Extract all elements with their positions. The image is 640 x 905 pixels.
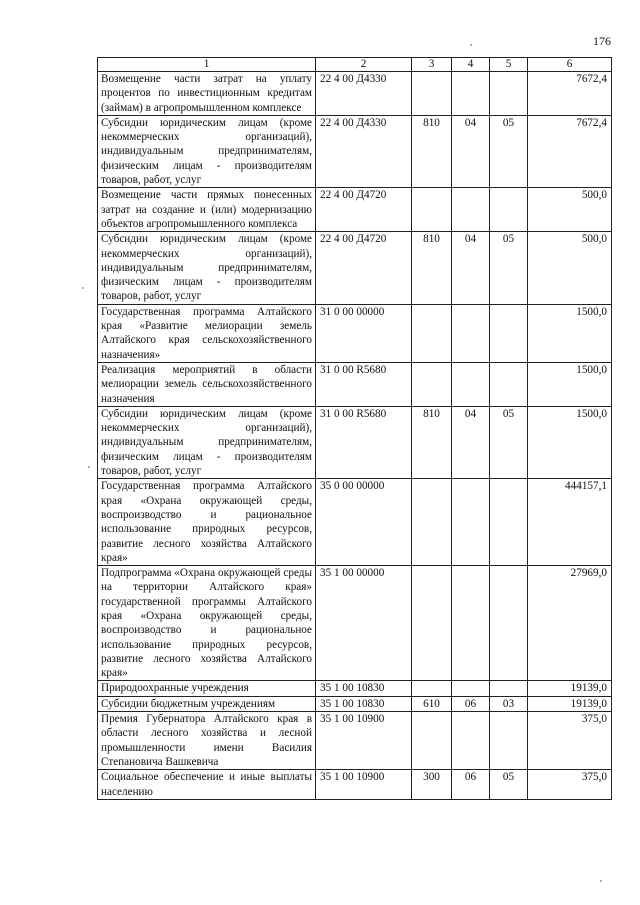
row-pr	[490, 712, 528, 770]
row-pr: 05	[490, 115, 528, 187]
row-pr: 05	[490, 406, 528, 478]
row-rz	[452, 304, 490, 362]
row-pr	[490, 304, 528, 362]
row-vr	[412, 188, 452, 232]
row-vr: 610	[412, 696, 452, 711]
row-amount: 27969,0	[528, 566, 612, 681]
table-row	[98, 406, 612, 478]
row-amount: 375,0	[528, 770, 612, 800]
scan-speck	[82, 287, 84, 289]
row-name: Возмещение части прямых понесенных затрат на создание и (или) модернизацию объектов агропромышленного комплекса	[98, 188, 316, 232]
row-vr	[412, 712, 452, 770]
row-amount: 1500,0	[528, 406, 612, 478]
header-col-1: 1	[98, 58, 316, 72]
table-row	[98, 362, 612, 406]
row-amount: 7672,4	[528, 115, 612, 187]
row-code: 22 4 00 Д4720	[316, 188, 412, 232]
table-row	[98, 188, 612, 232]
row-name: Субсидии юридическим лицам (кроме некоммерческих организаций), индивидуальным предпринимателям, физическим лицам - производителям товаров, работ, услуг	[98, 115, 316, 187]
row-rz	[452, 362, 490, 406]
header-col-6: 6	[528, 58, 612, 72]
row-vr	[412, 362, 452, 406]
scan-speck	[470, 44, 472, 46]
row-amount: 444157,1	[528, 479, 612, 566]
row-name: Социальное обеспечение и иные выплаты населению	[98, 770, 316, 800]
row-rz: 04	[452, 232, 490, 304]
scan-speck	[88, 466, 90, 468]
row-vr: 810	[412, 115, 452, 187]
row-code: 35 0 00 00000	[316, 479, 412, 566]
row-rz: 06	[452, 770, 490, 800]
row-amount: 19139,0	[528, 681, 612, 696]
row-code: 35 1 00 10830	[316, 681, 412, 696]
row-pr: 03	[490, 696, 528, 711]
row-name: Возмещение части затрат на уплату процентов по инвестиционным кредитам (займам) в агропромышленном комплексе	[98, 72, 316, 116]
row-amount: 1500,0	[528, 362, 612, 406]
row-rz	[452, 566, 490, 681]
table-row	[98, 232, 612, 304]
row-vr	[412, 304, 452, 362]
row-name: Субсидии юридическим лицам (кроме некоммерческих организаций), индивидуальным предпринимателям, физическим лицам - производителям товаров, работ, услуг	[98, 406, 316, 478]
row-code: 31 0 00 00000	[316, 304, 412, 362]
scan-speck	[600, 880, 602, 882]
header-col-5: 5	[490, 58, 528, 72]
row-vr	[412, 479, 452, 566]
header-col-2: 2	[316, 58, 412, 72]
row-code: 22 4 00 Д4330	[316, 115, 412, 187]
row-vr	[412, 566, 452, 681]
row-rz: 06	[452, 696, 490, 711]
header-col-3: 3	[412, 58, 452, 72]
row-vr: 810	[412, 232, 452, 304]
table-row	[98, 712, 612, 770]
row-amount: 1500,0	[528, 304, 612, 362]
row-pr	[490, 362, 528, 406]
row-pr	[490, 681, 528, 696]
table-row	[98, 115, 612, 187]
row-code: 31 0 00 R5680	[316, 362, 412, 406]
page-number: 176	[593, 34, 611, 48]
row-rz	[452, 712, 490, 770]
row-pr	[490, 566, 528, 681]
row-rz: 04	[452, 115, 490, 187]
row-name: Субсидии юридическим лицам (кроме некоммерческих организаций), индивидуальным предпринимателям, физическим лицам - производителям товаров, работ, услуг	[98, 232, 316, 304]
row-code: 35 1 00 00000	[316, 566, 412, 681]
row-code: 22 4 00 Д4720	[316, 232, 412, 304]
row-rz	[452, 479, 490, 566]
row-pr	[490, 72, 528, 116]
row-rz	[452, 188, 490, 232]
row-code: 31 0 00 R5680	[316, 406, 412, 478]
row-rz	[452, 72, 490, 116]
row-name: Субсидии бюджетным учреждениям	[98, 696, 316, 711]
row-name: Реализация мероприятий в области мелиорации земель сельскохозяйственного назначения	[98, 362, 316, 406]
row-vr	[412, 681, 452, 696]
row-amount: 500,0	[528, 188, 612, 232]
row-code: 22 4 00 Д4330	[316, 72, 412, 116]
table-row	[98, 304, 612, 362]
row-rz: 04	[452, 406, 490, 478]
row-name: Премия Губернатора Алтайского края в области лесного хозяйства и лесной промышленности имени Василия Степановича Вашкевича	[98, 712, 316, 770]
table-row	[98, 770, 612, 800]
row-vr: 300	[412, 770, 452, 800]
header-col-4: 4	[452, 58, 490, 72]
row-code: 35 1 00 10900	[316, 770, 412, 800]
row-amount: 7672,4	[528, 72, 612, 116]
row-pr	[490, 188, 528, 232]
row-vr: 810	[412, 406, 452, 478]
row-name: Природоохранные учреждения	[98, 681, 316, 696]
row-name: Государственная программа Алтайского края «Развитие мелиорации земель Алтайского края сельскохозяйственного назначения»	[98, 304, 316, 362]
table-row	[98, 479, 612, 566]
row-vr	[412, 72, 452, 116]
row-code: 35 1 00 10830	[316, 696, 412, 711]
table-row	[98, 696, 612, 711]
row-name: Государственная программа Алтайского края «Охрана окружающей среды, воспроизводство и рациональное использование природных ресурсов, развитие лесного хозяйства Алтайского края»	[98, 479, 316, 566]
row-amount: 500,0	[528, 232, 612, 304]
row-amount: 375,0	[528, 712, 612, 770]
row-pr: 05	[490, 770, 528, 800]
row-amount: 19139,0	[528, 696, 612, 711]
row-code: 35 1 00 10900	[316, 712, 412, 770]
table-row	[98, 566, 612, 681]
row-pr: 05	[490, 232, 528, 304]
row-rz	[452, 681, 490, 696]
table-row	[98, 681, 612, 696]
table-body	[98, 72, 612, 800]
table-row	[98, 72, 612, 116]
table-header	[98, 58, 612, 72]
row-name: Подпрограмма «Охрана окружающей среды на территории Алтайского края» государственной программы Алтайского края «Охрана окружающей среды, воспроизводство и рациональное использование природных ресурсов, развитие лесного хозяйства Алтайского края»	[98, 566, 316, 681]
row-pr	[490, 479, 528, 566]
budget-table	[97, 57, 612, 800]
